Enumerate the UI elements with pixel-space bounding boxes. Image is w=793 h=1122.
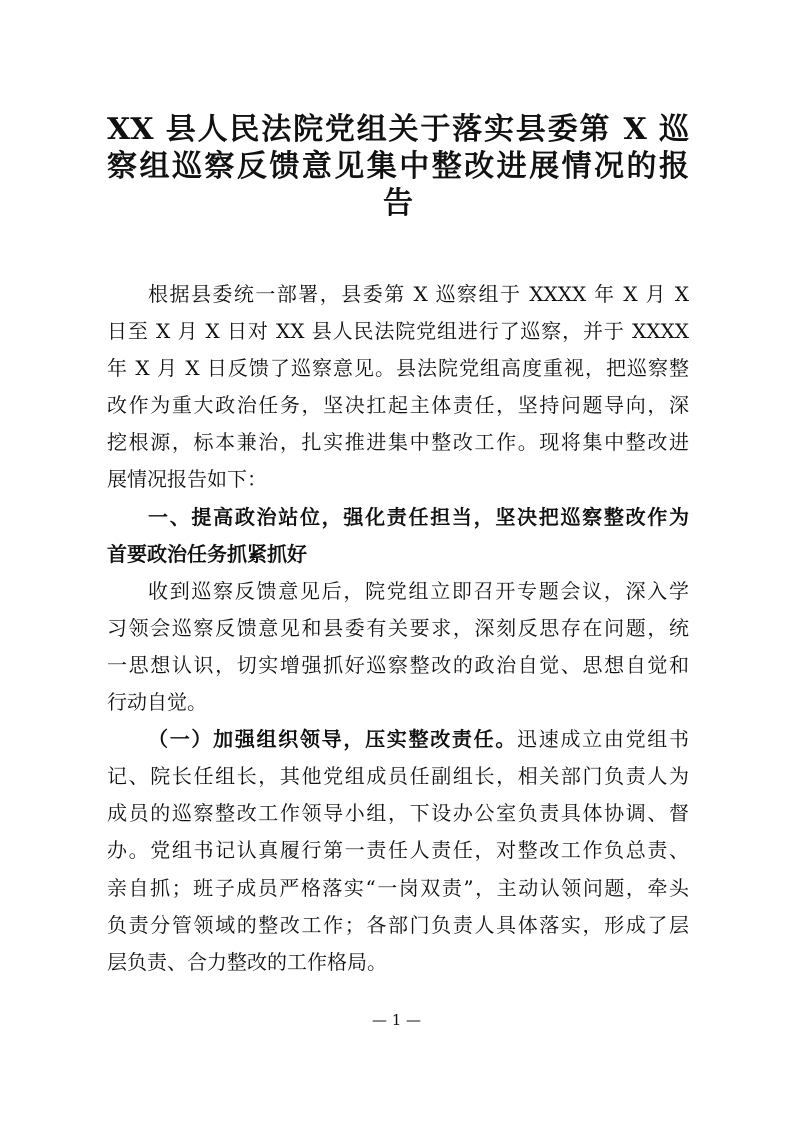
title-line: XX 县人民法院党组关于落实县委第 X 巡 <box>107 112 689 147</box>
title-line: 察组巡察反馈意见集中整改进展情况的报 <box>107 149 689 185</box>
text-line: 成员的巡察整改工作领导小组，下设办公室负责具体协调、督 <box>107 801 689 826</box>
heading-line: 一、提高政治站位，强化责任担当，坚决把巡察整改作为 <box>148 504 689 529</box>
text-line: 负责分管领域的整改工作；各部门负责人具体落实，形成了层 <box>107 912 689 937</box>
text-run: 迅速成立由党组书 <box>517 727 690 752</box>
text-line: 记、院长任组长，其他党组成员任副组长，相关部门负责人为 <box>107 764 689 789</box>
text-line: 展情况报告如下： <box>107 467 267 492</box>
body-paragraph <box>107 573 689 721</box>
text-line: 收到巡察反馈意见后，院党组立即召开专题会议，深入学 <box>148 578 689 603</box>
text-line: 改作为重大政治任务，坚决扛起主体责任，坚持问题导向，深 <box>107 393 689 418</box>
section-heading <box>107 499 689 573</box>
subsection-paragraph <box>107 721 689 981</box>
document-title <box>107 108 689 222</box>
text-line: 日至 X 月 X 日对 XX 县人民法院党组进行了巡察，并于 XXXX <box>107 319 689 344</box>
text-line: 一思想认识，切实增强抓好巡察整改的政治自觉、思想自觉和 <box>107 652 689 677</box>
text-line: 根据县委统一部署，县委第 X 巡察组于 XXXX 年 X 月 X <box>148 282 689 306</box>
heading-line: 首要政治任务抓紧抓好 <box>107 541 307 566</box>
text-line: 行动自觉。 <box>107 690 207 715</box>
text-line: 习领会巡察反馈意见和县委有关要求，深刻反思存在问题，统 <box>107 615 689 640</box>
text-line: 亲自抓；班子成员严格落实“一岗双责”，主动认领问题，牵头 <box>107 875 689 900</box>
title-line: 告 <box>383 186 413 222</box>
text-line: 挖根源，标本兼治，扎实推进集中整改工作。现将集中整改进 <box>107 430 689 455</box>
text-line: 年 X 月 X 日反馈了巡察意见。县法院党组高度重视，把巡察整 <box>107 356 689 381</box>
page-number: — 1 — <box>371 1011 422 1029</box>
text-line <box>107 721 689 758</box>
subsection-heading: （一）加强组织领导，压实整改责任。 <box>148 727 518 752</box>
document-body <box>107 276 689 981</box>
text-line: 层负责、合力整改的工作格局。 <box>107 949 387 974</box>
text-line: 办。党组书记认真履行第一责任人责任，对整改工作负总责、 <box>107 838 689 863</box>
intro-paragraph <box>107 276 689 499</box>
